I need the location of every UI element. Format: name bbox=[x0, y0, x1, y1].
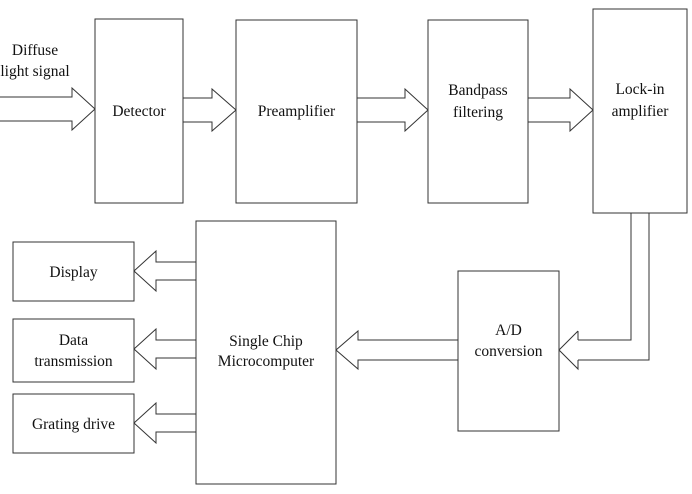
arrow-input-to-detector bbox=[0, 88, 95, 130]
block-preamplifier bbox=[236, 20, 357, 203]
arrow-preamplifier-to-bandpass bbox=[357, 89, 428, 131]
block-lockin-amplifier bbox=[593, 9, 687, 213]
arrow-lockin-to-adc-head bbox=[559, 331, 578, 369]
arrow-adc-to-mcu bbox=[336, 331, 458, 369]
arrow-mcu-to-grating-drive bbox=[134, 403, 196, 443]
block-ad-conversion-label-line-2: conversion bbox=[474, 343, 543, 360]
block-data-transmission-label-line-2: transmission bbox=[34, 353, 113, 370]
block-bandpass-filtering-label-line-2: filtering bbox=[453, 104, 503, 121]
input-signal-label-line-2: light signal bbox=[0, 63, 70, 80]
arrow-mcu-to-data-transmission bbox=[134, 329, 196, 369]
block-grating-drive-label-line-1: Grating drive bbox=[31, 416, 116, 433]
block-single-chip-microcomputer-label-line-1: Single Chip bbox=[229, 333, 303, 350]
input-signal-label-line-1: Diffuse bbox=[11, 42, 59, 59]
block-display bbox=[13, 242, 134, 301]
block-bandpass-filtering bbox=[428, 20, 528, 203]
arrow-bandpass-to-lockin bbox=[528, 89, 593, 131]
block-preamplifier-label bbox=[258, 103, 336, 120]
block-display-label-line-1: Display bbox=[49, 264, 98, 281]
block-ad-conversion-label-line-1: A/D bbox=[495, 322, 522, 339]
block-data-transmission-label-line-1: Data bbox=[58, 332, 89, 349]
block-detector-label bbox=[112, 103, 166, 120]
block-bandpass-filtering-label-line-1: Bandpass bbox=[448, 82, 508, 99]
input-signal-label bbox=[0, 42, 69, 80]
block-single-chip-microcomputer bbox=[196, 221, 336, 484]
arrow-mcu-to-display bbox=[134, 251, 196, 291]
block-lockin-amplifier-label-line-2: amplifier bbox=[611, 103, 669, 120]
block-lockin-amplifier-label-line-1: Lock-in bbox=[615, 81, 665, 98]
block-detector bbox=[95, 19, 183, 203]
block-grating-drive-label bbox=[32, 416, 115, 433]
block-display-label bbox=[49, 264, 97, 281]
block-grating-drive bbox=[13, 394, 134, 453]
block-preamplifier-label-line-1: Preamplifier bbox=[257, 103, 336, 120]
block-single-chip-microcomputer-label-line-2: Microcomputer bbox=[217, 353, 315, 370]
arrow-detector-to-preamplifier bbox=[183, 89, 236, 131]
arrow-lockin-to-adc-shaft bbox=[578, 213, 649, 360]
block-detector-label-line-1: Detector bbox=[112, 103, 166, 120]
block-ad-conversion bbox=[458, 271, 559, 431]
block-data-transmission bbox=[13, 319, 134, 382]
